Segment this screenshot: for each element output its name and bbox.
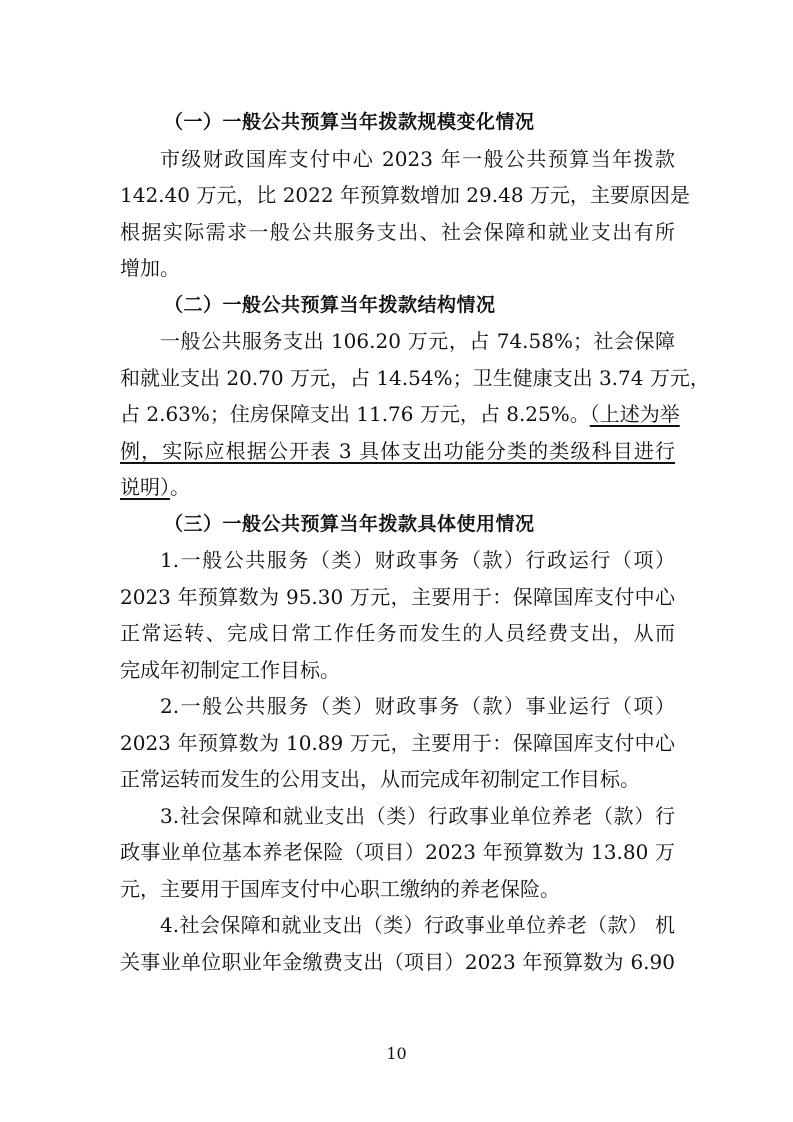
text-segment: 。: [170, 475, 190, 499]
paragraph-item-2: [120, 688, 675, 798]
text-line: 根据实际需求一般公共服务支出、社会保障和就业支出有所: [120, 219, 675, 244]
section-heading-2: （二）一般公共预算当年拨款结构情况: [164, 293, 496, 316]
text-line: 2.一般公共服务（类）财政事务（款）事业运行（项）: [160, 694, 675, 718]
text-line: 3.社会保障和就业支出（类）行政事业单位养老（款）行: [160, 803, 675, 828]
page-number: 10: [386, 1044, 407, 1063]
text-line: 2023 年预算数为 95.30 万元，主要用于：保障国库支付中心: [120, 584, 675, 609]
paragraph-scale-change: [120, 141, 690, 287]
example-note-underlined: 例，实际应根据公开表 3 具体支出功能分类的类级科目进行: [120, 438, 675, 463]
text-line: 正常运转而发生的公用支出，从而完成年初制定工作目标。: [120, 767, 640, 791]
document-body: [120, 104, 710, 980]
text-line: 一般公共服务支出 106.20 万元，占 74.58%；社会保障: [160, 329, 675, 353]
text-line: [120, 469, 675, 506]
example-note-underlined: 说明）: [120, 475, 170, 499]
text-line: 和就业支出 20.70 万元，占 14.54%；卫生健康支出 3.74 万元，: [120, 365, 710, 390]
text-line: 2023 年预算数为 10.89 万元，主要用于：保障国库支付中心: [120, 730, 675, 755]
text-line: 142.40 万元，比 2022 年预算数增加 29.48 万元，主要原因是: [120, 183, 690, 207]
text-line: 关事业单位职业年金缴费支出（项目）2023 年预算数为 6.90: [120, 949, 675, 974]
example-note-underlined: （上述为举: [589, 402, 680, 426]
text-segment: 占 2.63%；住房保障支出 11.76 万元，占 8.25%。: [120, 402, 590, 426]
paragraph-item-1: [120, 542, 675, 688]
text-line: 元，主要用于国库支付中心职工缴纳的养老保险。: [120, 876, 560, 901]
paragraph-item-3: [120, 798, 675, 908]
text-line: 4.社会保障和就业支出（类）行政事业单位养老（款） 机: [160, 913, 675, 937]
text-line: [120, 396, 680, 433]
text-line: 正常运转、完成日常工作任务而发生的人员经费支出，从而: [120, 621, 675, 645]
section-heading-3: （三）一般公共预算当年拨款具体使用情况: [164, 512, 535, 535]
paragraph-item-4: [120, 907, 675, 980]
text-line: 完成年初制定工作目标。: [120, 657, 340, 682]
paragraph-structure: [120, 323, 710, 506]
text-line: 增加。: [120, 256, 180, 280]
text-line: 市级财政国库支付中心 2023 年一般公共预算当年拨款: [160, 146, 675, 171]
text-line: 政事业单位基本养老保险（项目）2023 年预算数为 13.80 万: [120, 840, 675, 864]
text-line: 1.一般公共服务（类）财政事务（款）行政运行（项）: [160, 548, 675, 572]
section-heading-1: （一）一般公共预算当年拨款规模变化情况: [164, 111, 535, 133]
